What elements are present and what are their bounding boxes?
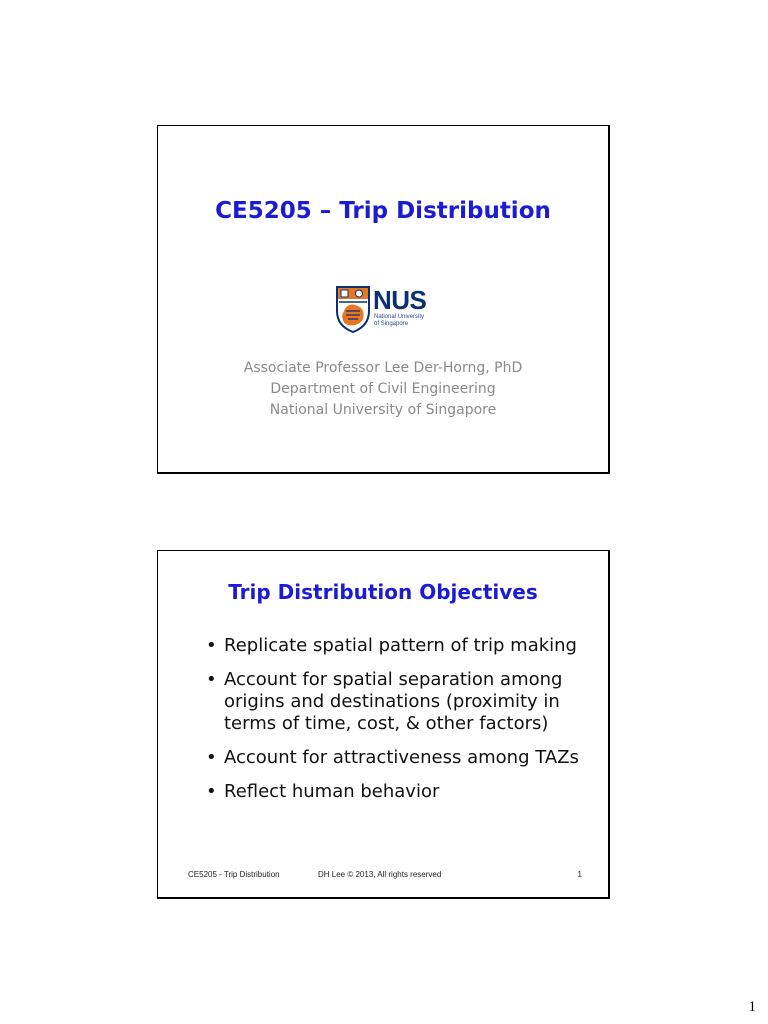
nus-logo <box>335 285 435 337</box>
list-item: • Account for spatial separation among origins and destinations (proximity in terms of time, cost, & other factors) <box>206 669 584 735</box>
author-block <box>158 358 608 421</box>
logo-subtitle-line-1: National University <box>374 314 425 320</box>
footer-slide-number: 1 <box>577 870 582 879</box>
author-name: Associate Professor Lee Der-Horng, PhD <box>243 360 523 376</box>
nus-crest-icon <box>335 285 371 333</box>
objectives-slide <box>157 550 610 899</box>
author-university: National University of Singapore <box>269 402 497 418</box>
title-slide <box>157 125 610 474</box>
footer-copyright: DH Lee © 2013, All rights reserved <box>318 870 442 879</box>
slide-title: CE5205 – Trip Distribution <box>215 198 551 224</box>
list-item: • Reflect human behavior <box>206 781 584 803</box>
author-department: Department of Civil Engineering <box>270 381 496 397</box>
list-item: • Replicate spatial pattern of trip making <box>206 635 584 657</box>
logo-wordmark: NUS <box>373 285 427 315</box>
page-number: 1 <box>748 999 756 1015</box>
footer-course: CE5205 - Trip Distribution <box>188 870 280 879</box>
slide-title: Trip Distribution Objectives <box>228 580 538 604</box>
objectives-list <box>206 635 584 815</box>
list-item: • Account for attractiveness among TAZs <box>206 747 584 769</box>
logo-subtitle-line-2: of Singapore <box>374 321 409 327</box>
